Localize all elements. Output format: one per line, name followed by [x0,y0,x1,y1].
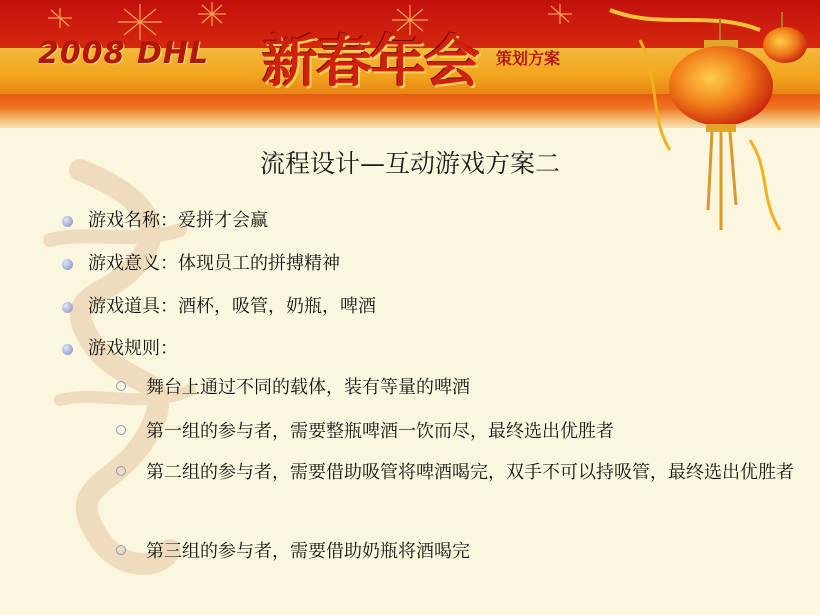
bullet-dot-icon [62,216,73,227]
slide-title: 流程设计—互动游戏方案二 [259,149,560,178]
rule-text: 舞台上通过不同的载体，装有等量的啤酒 [146,377,470,398]
bullet-text: 游戏意义：体现员工的拼搏精神 [88,253,340,274]
rule-text: 第二组的参与者，需要借助吸管将啤酒喝完，双手不可以持吸管，最终选出优胜者 [146,462,794,483]
bullet-dot-icon [62,302,73,313]
bullet-dot-icon [62,344,73,355]
rule-text: 第三组的参与者，需要借助奶瓶将酒喝完 [146,541,470,562]
rule-text: 第一组的参与者，需要整瓶啤酒一饮而尽，最终选出优胜者 [146,421,614,442]
bullet-text: 游戏道具：酒杯，吸管，奶瓶，啤酒 [88,296,376,317]
bullet-ring-icon [116,381,126,391]
brand-logo: 2008 DHL [38,36,210,71]
bullet-ring-icon [116,545,126,555]
bullet-ring-icon [116,425,126,435]
bullet-ring-icon [116,466,126,476]
festival-title: 新春年会 [262,29,478,95]
bullet-text: 游戏名称：爱拼才会赢 [88,210,268,231]
bullet-text: 游戏规则： [88,338,178,359]
plan-tag: 策划方案 [496,49,561,68]
bullet-dot-icon [62,259,73,270]
